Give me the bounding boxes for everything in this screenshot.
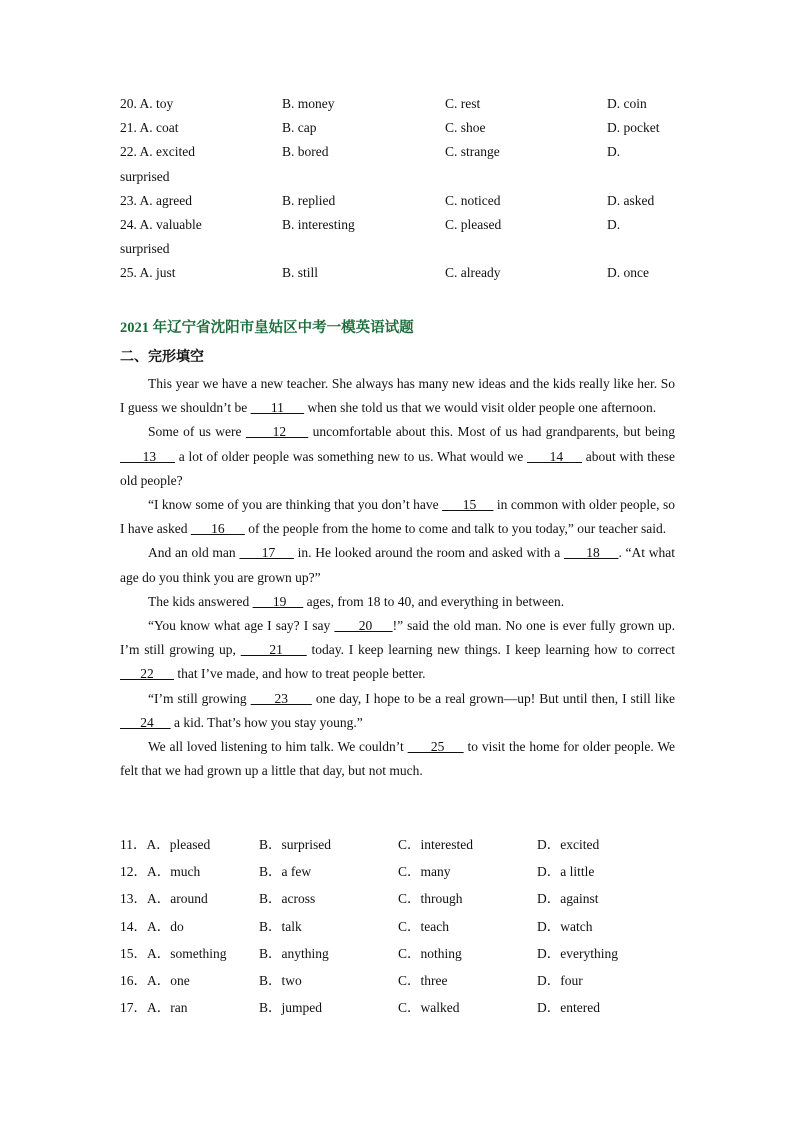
blank-23: 23 [250,690,312,706]
option-d: D．excited [537,837,600,852]
option-d-continuation: surprised [120,241,170,257]
option-d: D．four [537,972,583,988]
option-row [120,92,680,116]
option-c: C．through [398,891,463,907]
option-a: 12．A．much [120,864,201,880]
blank-22: 22 [120,666,174,682]
option-a: 24. A. valuable [120,216,202,232]
paragraph: Some of us were 12 uncomfortable about this. Most of us had grandparents, but being 13 a lot of older people was something new to us. What would we 14 about with these old people? [120,424,676,488]
option-d: D．entered [537,1000,600,1016]
paragraph: We all loved listening to him talk. We couldn’t 25 to visit the home for older people. We felt that we had grown up a little that day, but not much. [120,739,675,779]
option-d: D. once [607,265,649,281]
blank-15: 15 [442,497,494,513]
option-row [120,858,680,885]
option-row [120,140,680,164]
option-b: B. interesting [282,216,355,232]
option-row [120,189,680,213]
blank-21: 21 [240,642,307,658]
blank-18: 18 [563,545,619,561]
blank-12: 12 [245,424,309,440]
option-b: B．across [259,891,316,907]
option-c: C. already [445,265,501,281]
option-c: C．many [398,864,451,880]
option-b: B．a few [259,864,312,880]
paragraph: The kids answered 19 ages, from 18 to 40, and everything in between. [148,593,565,609]
option-c: C. rest [445,96,481,111]
blank-17: 17 [239,545,294,561]
option-b: B. replied [282,192,336,208]
option-d-continuation: surprised [120,168,170,184]
paragraph: “I’m still growing 23 one day, I hope to be a real grown—up! But until then, I still like 24 a kid. That’s how you stay young.” [120,690,676,730]
exam-title: 2021 年辽宁省沈阳市皇姑区中考一模英语试题 [120,320,414,336]
blank-20: 20 [334,618,393,634]
option-a: 25. A. just [120,265,176,281]
option-a: 14．A．do [120,918,184,934]
option-b: B．two [259,972,302,988]
blank-25: 25 [407,739,464,755]
option-row [120,885,680,912]
answer-options [120,831,680,1021]
option-row [120,116,680,140]
option-row [120,213,680,237]
option-a: 13．A．around [120,891,208,907]
option-row [120,913,680,940]
option-a: 22. A. excited [120,144,195,160]
option-row [120,967,680,994]
option-a: 20. A. toy [120,96,174,111]
option-d: D. asked [607,192,655,208]
option-c: C．three [398,972,448,988]
option-c: C．nothing [398,945,462,961]
option-d: D．against [537,891,599,907]
option-b: B. money [282,96,335,111]
paragraph: “You know what age I say? I say 20 !” said the old man. No one is ever fully grown up. I’m still growing up, 21 today. I keep learning new things. I keep learning how to correct 22 that I’ve made, and how to treat people better. [120,618,676,682]
option-a: 11．A．pleased [120,837,211,852]
option-a: 15．A．something [120,945,227,961]
option-c: C. shoe [445,120,486,136]
option-d: D. coin [607,96,647,111]
paragraph: This year we have a new teacher. She always has many new ideas and the kids really like her. So I guess we shouldn’t be 11 when she told us that we would visit older people one afternoon. [120,376,675,416]
option-b: B．jumped [259,1000,322,1016]
blank-19: 19 [252,593,304,609]
option-a: 17．A．ran [120,1000,188,1016]
option-d: D. [607,144,621,160]
blank-24: 24 [120,714,171,730]
option-c: C．teach [398,918,449,934]
option-c: C．interested [398,837,473,852]
option-c: C. noticed [445,192,501,208]
option-b: B．talk [259,918,302,934]
option-a: 16．A．one [120,972,190,988]
option-d: D. [607,216,621,232]
previous-question-options [120,92,680,286]
option-d: D．watch [537,918,593,934]
option-d: D．a little [537,864,595,880]
option-b: B. still [282,265,319,281]
option-c: C．walked [398,1000,460,1016]
blank-14: 14 [527,448,582,464]
paragraph: “I know some of you are thinking that you don’t have 15 in common with older people, so I have asked 16 of the people from the home to come and talk to you today,” our teacher said. [120,497,675,537]
option-d: D．everything [537,945,618,961]
option-row [120,261,680,285]
section-heading: 二、完形填空 [120,350,204,365]
option-b: B. cap [282,120,317,136]
option-c: C. pleased [445,216,502,232]
option-row [120,831,680,858]
blank-16: 16 [190,521,245,537]
option-c: C. strange [445,144,500,160]
paragraph: And an old man 17 in. He looked around the room and asked with a 18 . “At what age do you think you are grown up?” [120,545,676,585]
option-a: 23. A. agreed [120,192,192,208]
blank-13: 13 [120,448,175,464]
option-row [120,940,680,967]
option-a: 21. A. coat [120,120,179,136]
option-b: B. bored [282,144,329,160]
option-row [120,994,680,1021]
option-b: B．anything [259,945,329,961]
cloze-passage [120,372,675,783]
blank-11: 11 [250,400,305,416]
option-b: B．surprised [259,837,331,852]
option-d: D. pocket [607,120,660,136]
